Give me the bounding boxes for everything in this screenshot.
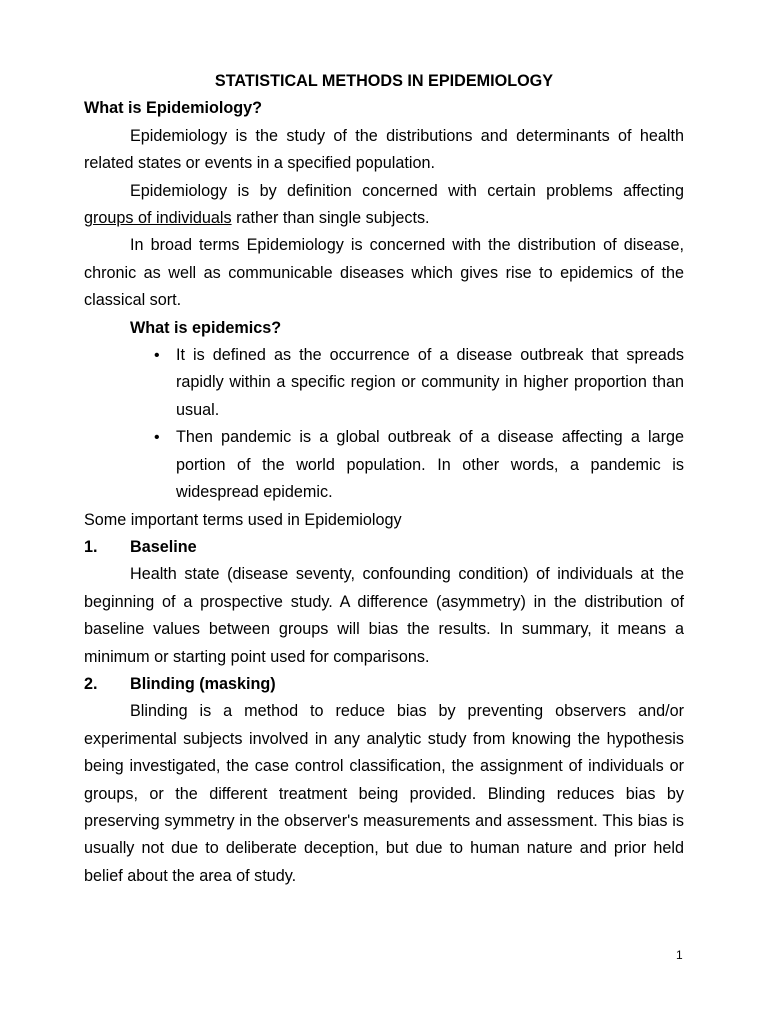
term-heading-blinding — [84, 671, 684, 698]
term-label: Blinding (masking) — [130, 674, 276, 693]
bullet-icon: • — [154, 429, 160, 447]
term-number: 2. — [84, 674, 98, 693]
paragraph-definition: Epidemiology is the study of the distributions and determinants of health related states or events in a specified population. — [84, 126, 684, 173]
list-item-text: It is defined as the occurrence of a disease outbreak that spreads rapidly within a specific region or community in higher proportion than usual. — [176, 346, 684, 419]
term-text-blinding: Blinding is a method to reduce bias by preventing observers and/or experimental subjects involved in any analytic study from knowing the hypothesis being investigated, the case control classification, the assignment of individuals or groups, or the different treatment being provided. Blinding reduces bias by preserving symmetry in the observer's measurements and assessment. This bias is usually not due to deliberate deception, but due to human nature and prior held belief about the area of study. — [84, 702, 684, 885]
heading-what-is-epidemics: What is epidemics? — [130, 318, 282, 337]
term-label: Baseline — [130, 537, 197, 556]
underlined-groups-of-individuals: groups of individuals — [84, 209, 232, 228]
paragraph-groups-after: rather than single subjects. — [231, 209, 430, 228]
document-page — [84, 68, 684, 890]
list-item — [84, 424, 684, 506]
list-item — [84, 342, 684, 424]
page-number: 1 — [676, 948, 683, 962]
paragraph-groups — [84, 178, 684, 233]
term-number: 1. — [84, 537, 98, 556]
list-item-text: Then pandemic is a global outbreak of a disease affecting a large portion of the world population. In other words, a pandemic is widespread epidemic. — [176, 428, 684, 502]
paragraph-broad-terms: In broad terms Epidemiology is concerned with the distribution of disease, chronic as well as communicable diseases which gives rise to epidemics of the classical sort. — [84, 236, 684, 310]
paragraph-groups-before: Epidemiology is by definition concerned with certain problems affecting — [130, 181, 684, 200]
epidemics-bullet-list — [84, 342, 684, 506]
term-text-baseline: Health state (disease seventy, confounding condition) of individuals at the beginning of a prospective study. A difference (asymmetry) in the distribution of baseline values between groups will bias the results. In summary, it means a minimum or starting point used for comparisons. — [84, 565, 684, 666]
bullet-icon: • — [154, 347, 160, 365]
page-title: STATISTICAL METHODS IN EPIDEMIOLOGY — [214, 72, 554, 90]
terms-intro: Some important terms used in Epidemiology — [84, 510, 402, 529]
term-heading-baseline — [84, 534, 684, 561]
heading-what-is-epidemiology: What is Epidemiology? — [84, 99, 263, 118]
